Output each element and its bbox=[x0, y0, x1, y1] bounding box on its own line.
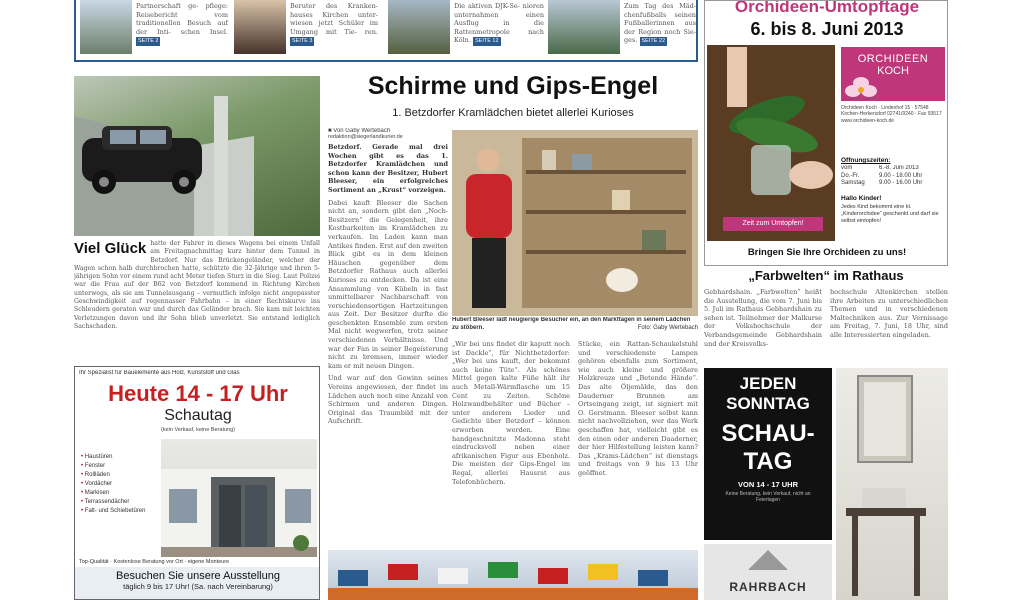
main-article-lead: Betzdorf. Gerade mal drei Wochen gibt es das 1. Betzdorfer Kramlädchen und schon kann der Besitzer, Hubert Bleeser, ein erfolgreiches Sortiment an „Krust“ vorzeigen. bbox=[328, 143, 448, 194]
hours-row: Samstag 9.00 - 16.00 Uhr bbox=[841, 180, 923, 187]
orchid-ad-footer: Bringen Sie Ihre Orchideen zu uns! bbox=[747, 247, 907, 258]
main-article-email[interactable]: redaktion@siegerlandkurier.de bbox=[328, 134, 403, 140]
mail-icon: ■ bbox=[328, 128, 332, 134]
house-facade-illustration bbox=[161, 439, 317, 557]
brand-logo-icon bbox=[744, 548, 792, 572]
list-item: • Terrassendächer bbox=[81, 498, 161, 507]
schautag-ad-left[interactable] bbox=[74, 366, 320, 600]
sonntag-brand-name: RAHRBACH bbox=[729, 580, 807, 594]
farbwelten-column-1: Gebhardshain. „Farbwelten“ heißt die Ausstellung, die vom 7. Juni bis 5. Juli im Rathaus Gebhardshain zu sehen ist. Teilnehmer der Malkurse der Volkshochschule der Verbandsgemeinde Gebhardshain und der Kreisvolks- bbox=[704, 288, 822, 348]
main-article-text-1: Dabei kauft Bleeser die Sachen nicht an, sondern gibt den „Noch-Besitzern“ die Gelegenheit, ihre Kostbarkeiten im Kramlädchen zu verkaufen. Im Laden kann man Antikes finden. Erst auf den zweiten Blick gibt es in dem kleinen Häuschen gegenüber dem Betzdorfer Rathaus auch allerlei Kurioses zu entdecken. Da ist eine Ansammlung von Kübeln in fast unmittelbarer Nachbarschaft von verschiedensortigen Hartzeitungen aus Zeit. Der Besitzer durfte die geschenkten Ensemble zum ersten Mal nicht wegwerfen, trotz seiner verschiedenen Verhältnisse. Und war der Fan in seiner Begeisterung nicht zu bremsen, immer wieder kam er mit neuen Dingen. bbox=[328, 198, 448, 370]
list-item: • Vordächer bbox=[81, 480, 161, 489]
main-article-column-4: Stücke, ein Rattan-Schaukelstuhl und verschiedenste Lampen gehören ebenfalls zum Sortiment, wie auch kleine und größere Holzkreuze und „Betende Hände“. Das alte Öljemälde, das den Dauderner Brunnen am Ortseingang zeigt, ist signiert mit O. Gerstmann. Bleeser selbst kann nicht nachvollziehen, wer das Werk geschaffen hat, vielleicht gibt es den einen oder anderen Daaderner, der hier Hilfestellung leisten kann? Das „Krams-Lädchen“ ist dienstags und freitags von 9 bis 13 Uhr geöffnet. bbox=[578, 340, 698, 477]
main-article-subheadline: 1. Betzdorfer Kramlädchen bietet allerlei Kurioses bbox=[392, 107, 634, 119]
main-article-headline: Schirme und Gips-Engel bbox=[367, 72, 659, 100]
teaser-2-text: Beruter des Kranken- hauses Kirchen unter- wiesen jetzt Schüler im Umgang mit Tie- ren. SEITE 3 bbox=[290, 2, 378, 45]
schautag-ad-product-list bbox=[81, 453, 161, 516]
orchid-logo-line1: ORCHIDEEN bbox=[857, 53, 929, 65]
main-article-photo bbox=[452, 130, 698, 316]
schautag-ad-footer-text: täglich 9 bis 17 Uhr! (Sa. nach Vereinbarung) bbox=[123, 582, 273, 591]
teaser-4-text: Zum Tag des Mäd- chenfußballs seinen Fußballerinnen aus der Region noch Sie- ges. SEITE 22 bbox=[624, 2, 696, 45]
orchid-photo bbox=[707, 45, 835, 241]
main-article-column-3: „Wir bei uns findet dir kaputt noch ist Dackle“, für Nichtbetzdorfer: „Wer bei uns kauft, der bekommt auch keine Tüte“. Als schönes Mittel gegen kalte Füße hält ihr auch Metall-Wärmflasche um 15 Cent zu Zeiten. Schöne Holzwandbehälter und Bücher – unter anderem Lieder und Gedichte über Betzdorf – können erworben werden. Eine handgeschnitzte Madonna steht eindrucksvoll neben einer afrikanischen Figur aus Ebenholz. Die meisten der Gips-Engel im Regal, allerlei Hausrat aus Telefonbüchern. bbox=[452, 340, 570, 486]
accident-photo bbox=[74, 76, 320, 236]
sonntag-schautag-ad[interactable] bbox=[704, 368, 948, 600]
main-article-caption bbox=[452, 317, 698, 332]
schautag-ad-footer-title: Besuchen Sie unsere Ausstellung bbox=[116, 570, 280, 582]
list-item: • Markisen bbox=[81, 489, 161, 498]
orchid-ad-dates: 6. bis 8. Juni 2013 bbox=[750, 19, 904, 39]
teaser-2-page-badge[interactable]: SEITE 3 bbox=[292, 38, 313, 45]
main-article-photo-credit: Foto: Gaby Wertebach bbox=[637, 324, 698, 331]
sonntag-line2: SONNTAG bbox=[726, 394, 810, 413]
teaser-4-photo bbox=[548, 0, 620, 54]
bathroom-furniture-illustration bbox=[836, 368, 948, 600]
hours-row: Do.-Fr. 9.00 - 18.00 Uhr bbox=[841, 172, 923, 179]
teaser-strip bbox=[74, 0, 698, 62]
schautag-ad-headline: Heute 14 - 17 Uhr bbox=[108, 381, 288, 406]
accident-article bbox=[74, 240, 320, 360]
orchid-ad-hours-title: Öffnungszeiten: bbox=[841, 157, 891, 164]
football-team-photo bbox=[328, 550, 698, 600]
team-flags-illustration bbox=[328, 550, 698, 600]
house-entrance-photo bbox=[161, 439, 317, 557]
accident-text: hatte der Fahrer in dieses Wagens bei einem Unfall am Freitagnachmittag kurz hinter dem Tunnel in Betzdorf. Nur das Brückengeländer, welcher der Wagen schon halb durchbrochen hatte, schützte die 32-Jährige und ihren 5-jährigen Sohn vor einem rund acht Meter tiefen Sturz in die Sieg. Laut Polizei war die Frau auf der B62 von Betzdorf kommend in Richtung Kirchen unterwegs, als sie am Tunnelausgang – vermutlich infolge nicht angepasster Geschwindigkeit auf regennasser Fahrbahn – in einer Rechtskurve ins Schleudern geraten war und durch das Geländer brach. Sie kam mit leichten Verletzungen davon und ihr Sohn blieb unverletzt. Sie entstand lediglich Sachschaden. bbox=[74, 240, 320, 330]
hours-row: vom 6.-8. Juni 2013 bbox=[841, 165, 919, 171]
list-item: • Falt- und Schiebetüren bbox=[81, 507, 161, 516]
teaser-3-photo bbox=[388, 0, 450, 54]
shop-interior-illustration bbox=[452, 130, 698, 316]
main-article-column-1 bbox=[328, 128, 448, 600]
orchid-ad-hours bbox=[841, 165, 945, 188]
orchid-repotting-illustration bbox=[707, 45, 835, 241]
sonntag-black-panel bbox=[704, 368, 832, 540]
sonntag-bathroom-photo bbox=[836, 368, 948, 600]
teaser-2-photo bbox=[234, 0, 286, 54]
schautag-ad-top-line: Ihr Spezialist für Bauelemente aus Holz, Kunststoff und Glas bbox=[79, 370, 240, 376]
list-item: • Rollläden bbox=[81, 471, 161, 480]
sonntag-note: Keine Beratung, kein Verkauf, nicht an Feiertagen bbox=[725, 491, 811, 503]
orchid-ad-kids-title: Hallo Kinder! bbox=[841, 195, 882, 202]
orchid-ad-address: Orchideen Koch · Lindenhof 15 · 57548 Kirchen-Herkersdorf 02741/9240 - Fax 93517 www.orchideen-koch.de bbox=[841, 105, 942, 124]
teaser-1-page-badge[interactable]: SEITE 2 bbox=[138, 38, 159, 45]
list-item: • Haustüren bbox=[81, 453, 161, 462]
orchid-logo-line2: KOCH bbox=[877, 65, 909, 77]
teaser-1-text: Partnerschaft ge- pflege: Reisebericht vom traditionellen Besuch auf der Inti- schen Insel. SEITE 2 bbox=[136, 2, 228, 45]
teaser-3-page-badge[interactable]: SEITE 12 bbox=[475, 38, 499, 45]
farbwelten-headline: „Farbwelten“ im Rathaus bbox=[748, 268, 904, 283]
teaser-4-page-badge[interactable]: SEITE 22 bbox=[641, 38, 666, 45]
accident-scene-illustration bbox=[74, 76, 320, 236]
orchid-ad-headline: Orchideen-Umtopftage bbox=[734, 0, 920, 16]
orchid-flower-icon bbox=[843, 73, 879, 101]
orchid-ad-badge: Zeit zum Umtopfen! bbox=[723, 217, 823, 231]
accident-headline: Viel Glück bbox=[74, 240, 147, 257]
sonntag-line1: JEDEN bbox=[739, 374, 797, 393]
list-item: • Fenster bbox=[81, 462, 161, 471]
teaser-1-photo bbox=[80, 0, 132, 54]
main-article-text-2: Und war auf den Gewinn seines Vereins angewiesen, der findet im Lädchen auch noch eine Anzahl von Schirmen und anderen Dingen. Original das Traumbild mit der Aufschrift. bbox=[328, 374, 448, 426]
orchid-ad-kids-text: Jedes Kind bekommt eine kl. „Kinderorchidee“ geschenkt und darf sie selbst eintopfen! bbox=[841, 204, 939, 224]
schautag-ad-quality: Top-Qualität · Kostenlose Beratung vor Ort · eigene Monteure bbox=[79, 559, 230, 565]
sonntag-brand-logo bbox=[704, 544, 832, 600]
main-article-byline: Von Gaby Wertebach bbox=[333, 128, 391, 134]
sonntag-line3: SCHAU- bbox=[721, 420, 815, 447]
sonntag-line4: TAG bbox=[743, 448, 793, 475]
sonntag-time: VON 14 - 17 UHR bbox=[737, 480, 799, 489]
schautag-ad-note: (kein Verkauf, keine Beratung) bbox=[161, 427, 235, 433]
orchid-logo bbox=[841, 47, 945, 101]
main-article-caption-text: Hubert Bleeser lädt neugierige Besucher ein, an den Markttagen in seinem Lädchen zu stöbern. bbox=[452, 317, 691, 331]
schautag-ad-title: Schautag bbox=[164, 407, 232, 424]
farbwelten-column-2: hochschule Altenkirchen stellen ihre Arbeiten zu unterschiedlichen Themen und in verschiedenen Maltechniken aus. Zur Vernissage am Freitag, 7. Juni, 18 Uhr, sind alle Interessierten eingeladen. bbox=[830, 288, 948, 339]
teaser-3-text: Die aktiven DJK-Se- nioren unternahmen einen Ausflug in die Rattenmetropole nach Köln. SEITE 12 bbox=[454, 2, 544, 45]
orchid-ad[interactable] bbox=[704, 0, 948, 266]
schautag-ad-footer bbox=[75, 567, 320, 600]
